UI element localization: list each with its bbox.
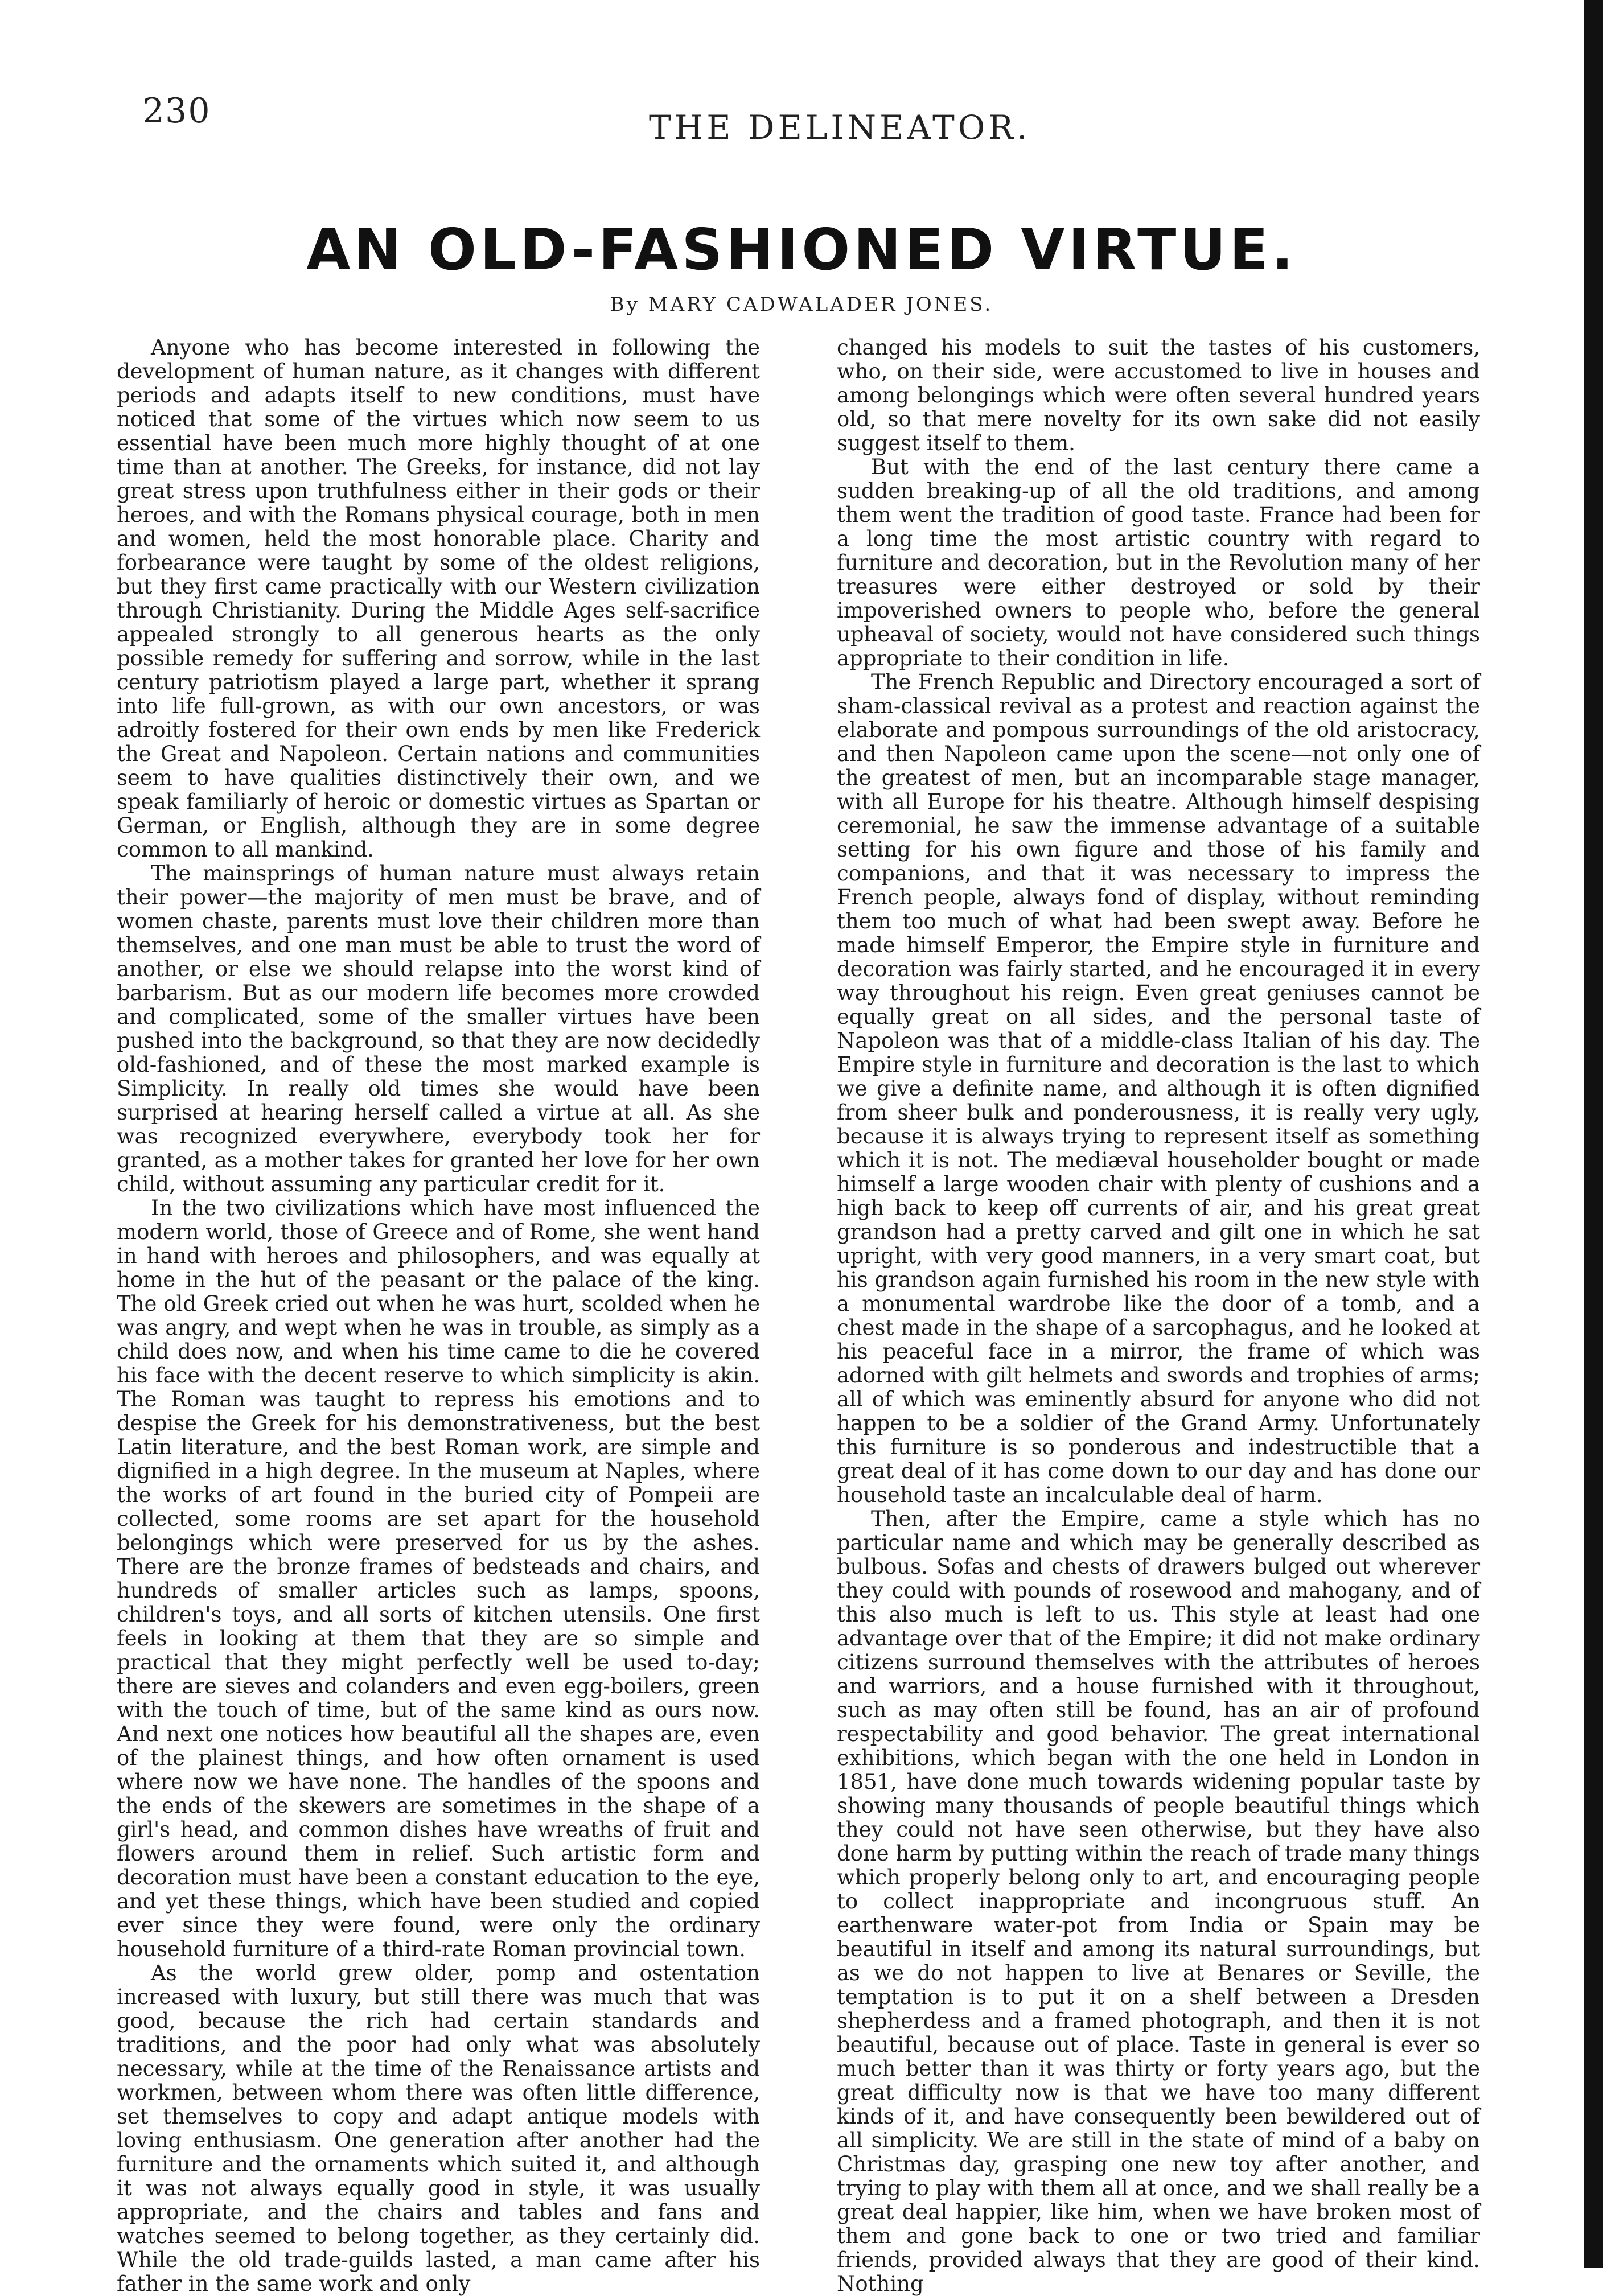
paragraph: In the two civilizations which have most influenced the modern world, those of Greece and of Rome, she went hand in hand with heroes and philosophers, and was equally at home in the hut of the peasant or the palace of the king. The old Greek cried out when he was hurt, scolded when he was angry, and wept when he was in trouble, as simply as a child does now, and when his time came to die he covered his face with the decent reserve to which simplicity is akin. The Roman was taught to repress his emotions and to despise the Greek for his demonstrativeness, but the best Latin literature, and the best Roman work, are simple and dignified in a high degree. In the museum at Naples, where the works of art found in the buried city of Pompeii are collected, some rooms are set apart for the household belongings which were preserved for us by the ashes. There are the bronze frames of bedsteads and chairs, and hundreds of smaller articles such as lamps, spoons, children's toys, and all sorts of kitchen utensils. One first feels in looking at them that they are so simple and practical that they might perfectly well be used to-day; there are sieves and colanders and even egg-boilers, green with the touch of time, but of the same kind as ours now. And next one notices how beautiful all the shapes are, even of the plainest things, and how often ornament is used where now we have none. The handles of the spoons and the ends of the skewers are sometimes in the shape of a girl's head, and common dishes have wreaths of fruit and flowers around them in relief. Such artistic form and decoration must have been a constant education to the eye, and yet these things, which have been studied and copied ever since they were found, were only the ordinary household furniture of a third-rate Roman provincial town. xyxy=(117,1196,760,1961)
paragraph: Anyone who has become interested in following the development of human nature, as it changes with different periods and adapts itself to new conditions, must have noticed that some of the virtues which now seem to us essential have been much more highly thought of at one time than at another. The Greeks, for instance, did not lay great stress upon truthfulness either in their gods or their heroes, and with the Romans physical courage, both in men and women, held the most honorable place. Charity and forbearance were taught by some of the oldest religions, but they first came practically with our Western civilization through Christianity. During the Middle Ages self-sacrifice appealed strongly to all generous hearts as the only possible remedy for suffering and sorrow, while in the last century patriotism played a large part, whether it sprang into life full-grown, as with our own ancestors, or was adroitly fostered for their own ends by men like Frederick the Great and Napoleon. Certain nations and communities seem to have qualities distinctively their own, and we speak familiarly of heroic or domestic virtues as Spartan or German, or English, although they are in some degree common to all mankind. xyxy=(117,335,760,862)
paragraph: As the world grew older, pomp and ostentation increased with luxury, but still there was much that was good, because the rich had certain standards and traditions, and the poor had only what was absolutely necessary, while at the time of the Renaissance artists and workmen, between whom there was often little difference, set themselves to copy and adapt antique models with loving enthusiasm. One generation after another had the furniture and the ornaments which suited it, and although it was not always equally good in style, it was usually appropriate, and the chairs and tables and fans and watches seemed to belong together, as they certainly did. While the old trade-guilds lasted, a man came after his father in the same work and only xyxy=(117,1961,760,2296)
left-column xyxy=(117,335,760,2296)
page-edge xyxy=(1584,0,1603,2268)
paragraph: changed his models to suit the tastes of his customers, who, on their side, were accustomed to live in houses and among belongings which were often several hundred years old, so that mere novelty for its own sake did not easily suggest itself to them. xyxy=(837,335,1480,455)
paragraph: Then, after the Empire, came a style which has no particular name and which may be generally described as bulbous. Sofas and chests of drawers bulged out wherever they could with pounds of rosewood and mahogany, and of this also much is left to us. This style at least had one advantage over that of the Empire; it did not make ordinary citizens surround themselves with the attributes of heroes and warriors, and a house furnished with it throughout, such as may often still be found, has an air of profound respectability and good behavior. The great international exhibitions, which began with the one held in London in 1851, have done much towards widening popular taste by showing many thousands of people beautiful things which they could not have seen otherwise, but they have also done harm by putting within the reach of trade many things which properly belong only to art, and encouraging people to collect inappropriate and incongruous stuff. An earthenware water-pot from India or Spain may be beautiful in itself and among its natural surroundings, but as we do not happen to live at Benares or Seville, the temptation is to put it on a shelf between a Dresden shepherdess and a framed photograph, and then it is not beautiful, because out of place. Taste in general is ever so much better than it was thirty or forty years ago, but the great difficulty now is that we have too many different kinds of it, and have consequently been bewildered out of all simplicity. We are still in the state of mind of a baby on Christmas day, grasping one new toy after another, and trying to play with them all at once, and we shall really be a great deal happier, like him, when we have broken most of them and gone back to one or two tried and familiar friends, provided always that they are good of their kind. Nothing xyxy=(837,1507,1480,2296)
article-byline: By MARY CADWALADER JONES. xyxy=(610,293,993,316)
running-head-title: THE DELINEATOR. xyxy=(649,108,1031,147)
paragraph: But with the end of the last century there came a sudden breaking-up of all the old traditions, and among them went the tradition of good taste. France had been for a long time the most artistic country with regard to furniture and decoration, but in the Revolution many of her treasures were either destroyed or sold by their impoverished owners to people who, before the general upheaval of society, would not have considered such things appropriate to their condition in life. xyxy=(837,455,1480,670)
page-number: 230 xyxy=(142,91,211,131)
article-title: AN OLD-FASHIONED VIRTUE. xyxy=(306,216,1297,283)
paragraph: The French Republic and Directory encouraged a sort of sham-classical revival as a protest and reaction against the elaborate and pompous surroundings of the old aristocracy, and then Napoleon came upon the scene—not only one of the greatest of men, but an incomparable stage manager, with all Europe for his theatre. Although himself despising ceremonial, he saw the immense advantage of a suitable setting for his own figure and those of his family and companions, and that it was necessary to impress the French people, always fond of display, without reminding them too much of what had been swept away. Before he made himself Emperor, the Empire style in furniture and decoration was fairly started, and he encouraged it in every way throughout his reign. Even great geniuses cannot be equally great on all sides, and the personal taste of Napoleon was that of a middle-class Italian of his day. The Empire style in furniture and decoration is the last to which we give a definite name, and although it is often dignified from sheer bulk and ponderousness, it is really very ugly, because it is always trying to represent itself as something which it is not. The mediæval householder bought or made himself a large wooden chair with plenty of cushions and a high back to keep off currents of air, and his great great grandson had a pretty carved and gilt one in which he sat upright, with very good manners, in a very smart coat, but his grandson again furnished his room in the new style with a monumental wardrobe like the door of a tomb, and a chest made in the shape of a sarcophagus, and he looked at his peaceful face in a mirror, the frame of which was adorned with gilt helmets and swords and trophies of arms; all of which was eminently absurd for anyone who did not happen to be a soldier of the Grand Army. Unfortunately this furniture is so ponderous and indestructible that a great deal of it has come down to our day and has done our household taste an incalculable deal of harm. xyxy=(837,670,1480,1507)
paragraph: The mainsprings of human nature must always retain their power—the majority of men must be brave, and of women chaste, parents must love their children more than themselves, and one man must be able to trust the word of another, or else we should relapse into the worst kind of barbarism. But as our modern life becomes more crowded and complicated, some of the smaller virtues have been pushed into the background, so that they are now decidedly old-fashioned, and of these the most marked example is Simplicity. In really old times she would have been surprised at hearing herself called a virtue at all. As she was recognized everywhere, everybody took her for granted, as a mother takes for granted her love for her own child, without assuming any particular credit for it. xyxy=(117,861,760,1196)
right-column xyxy=(837,335,1480,2296)
